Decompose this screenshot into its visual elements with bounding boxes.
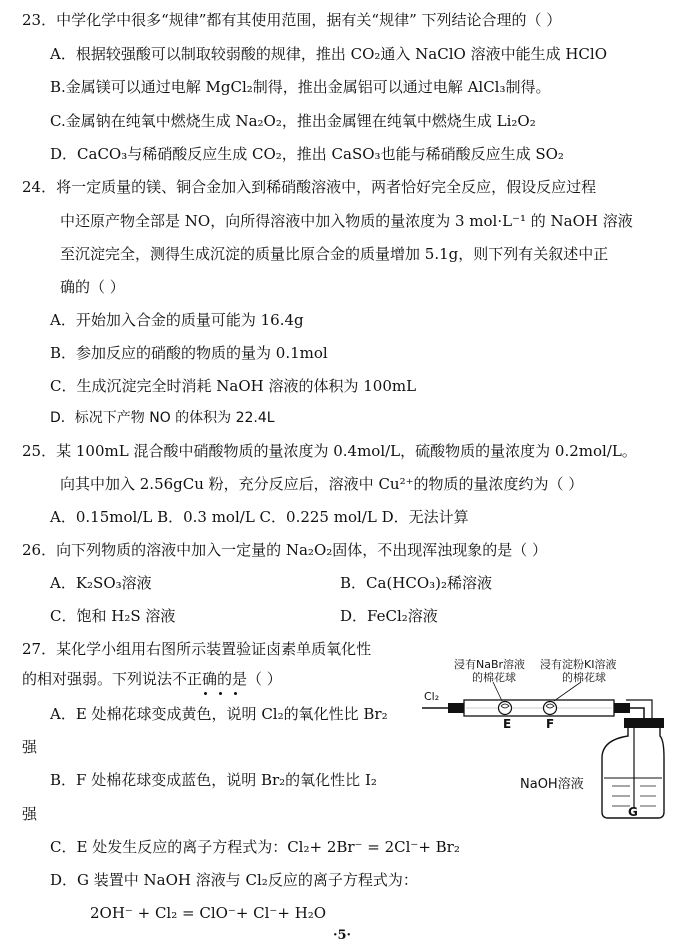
q26-option-c: C．饱和 H₂S 溶液: [50, 607, 176, 625]
figure-label-ki-2: 的棉花球: [562, 671, 606, 684]
q23-option-d: D．CaCO₃与稀硝酸反应生成 CO₂，推出 CaSO₃也能与稀硝酸反应生成 SO₂: [50, 145, 564, 163]
q24-stem-line2: 中还原产物全部是 NO，向所得溶液中加入物质的量浓度为 3 mol·L⁻¹ 的 NaOH 溶液: [60, 212, 633, 230]
q24-stem-line4: 确的（ ）: [60, 278, 125, 296]
figure-label-ki-1: 浸有淀粉KI溶液: [540, 658, 617, 671]
figure-label-g: G: [628, 805, 638, 819]
emphasis-dot: [219, 692, 222, 695]
q24-option-c: C．生成沉淀完全时消耗 NaOH 溶液的体积为 100mL: [50, 377, 417, 395]
right-stopper: [614, 703, 630, 713]
q25-options: A．0.15mol/L B．0.3 mol/L C．0.225 mol/L D．无法计算: [50, 508, 469, 526]
figure-label-cl2: Cl₂: [424, 690, 440, 703]
q24-option-b: B．参加反应的硝酸的物质的量为 0.1mol: [50, 344, 328, 362]
q27-stem-line1: 27．某化学小组用右图所示装置验证卤素单质氧化性: [22, 640, 372, 658]
emphasis-dot: [234, 692, 237, 695]
figure-label-naoh: NaOH溶液: [520, 777, 584, 792]
q27-option-a-tail: 强: [22, 738, 38, 756]
q24-option-a: A．开始加入合金的质量可能为 16.4g: [50, 311, 304, 329]
q25-stem-line1: 25．某 100mL 混合酸中硝酸物质的量浓度为 0.4mol/L，硫酸物质的量浓度为 0.2mol/L。: [22, 442, 637, 460]
q27-option-b-tail: 强: [22, 805, 38, 823]
q27-option-b: B．F 处棉花球变成蓝色，说明 Br₂的氧化性比 I₂: [50, 771, 377, 789]
q27-stem-line2: 的相对强弱。下列说法不正确的是（ ）: [22, 670, 282, 688]
q26-option-b: B．Ca(HCO₃)₂稀溶液: [340, 574, 493, 592]
q26-stem: 26．向下列物质的溶液中加入一定量的 Na₂O₂固体，不出现浑浊现象的是（ ）: [22, 541, 548, 559]
q24-stem-line3: 至沉淀完全，测得生成沉淀的质量比原合金的质量增加 5.1g，则下列有关叙述中正: [60, 245, 609, 263]
pointer-nabr: [493, 682, 502, 701]
q27-option-d: D．G 装置中 NaOH 溶液与 Cl₂反应的离子方程式为：: [50, 871, 418, 889]
left-stopper: [448, 703, 464, 713]
figure-label-f: F: [546, 717, 555, 731]
q27-option-a: A．E 处棉花球变成黄色，说明 Cl₂的氧化性比 Br₂: [50, 705, 388, 723]
apparatus-figure: [418, 650, 668, 822]
figure-label-nabr-2: 的棉花球: [472, 671, 516, 684]
q24-option-d: D．标况下产物 NO 的体积为 22.4L: [50, 410, 275, 426]
q27-option-c: C．E 处发生反应的离子方程式为：Cl₂+ 2Br⁻ = 2Cl⁻+ Br₂: [50, 838, 460, 856]
pointer-ki: [554, 682, 581, 701]
page-number: ·5·: [332, 928, 352, 943]
q26-option-a: A．K₂SO₃溶液: [50, 574, 152, 592]
q23-option-a: A．根据较强酸可以制取较弱酸的规律，推出 CO₂通入 NaClO 溶液中能生成 HClO: [50, 45, 607, 63]
q23-stem: 23．中学化学中很多“规律”都有其使用范围，据有关“规律” 下列结论合理的（ ）: [22, 11, 562, 29]
q27-option-d-equation: 2OH⁻ + Cl₂ = ClO⁻+ Cl⁻+ H₂O: [90, 904, 327, 922]
q23-option-b: B.金属镁可以通过电解 MgCl₂制得，推出金属铝可以通过电解 AlCl₃制得。: [50, 78, 551, 96]
emphasis-dot: [204, 692, 207, 695]
bottle-stopper: [624, 718, 664, 728]
q24-stem-line1: 24．将一定质量的镁、铜合金加入到稀硝酸溶液中，两者恰好完全反应，假设反应过程: [22, 178, 597, 196]
figure-label-nabr-1: 浸有NaBr溶液: [454, 658, 526, 671]
q25-stem-line2: 向其中加入 2.56gCu 粉，充分反应后，溶液中 Cu²⁺的物质的量浓度约为（ ）: [60, 475, 584, 493]
q26-option-d: D．FeCl₂溶液: [340, 607, 438, 625]
figure-label-e: E: [503, 717, 512, 731]
q23-option-c: C.金属钠在纯氧中燃烧生成 Na₂O₂，推出金属锂在纯氧中燃烧生成 Li₂O₂: [50, 112, 536, 130]
